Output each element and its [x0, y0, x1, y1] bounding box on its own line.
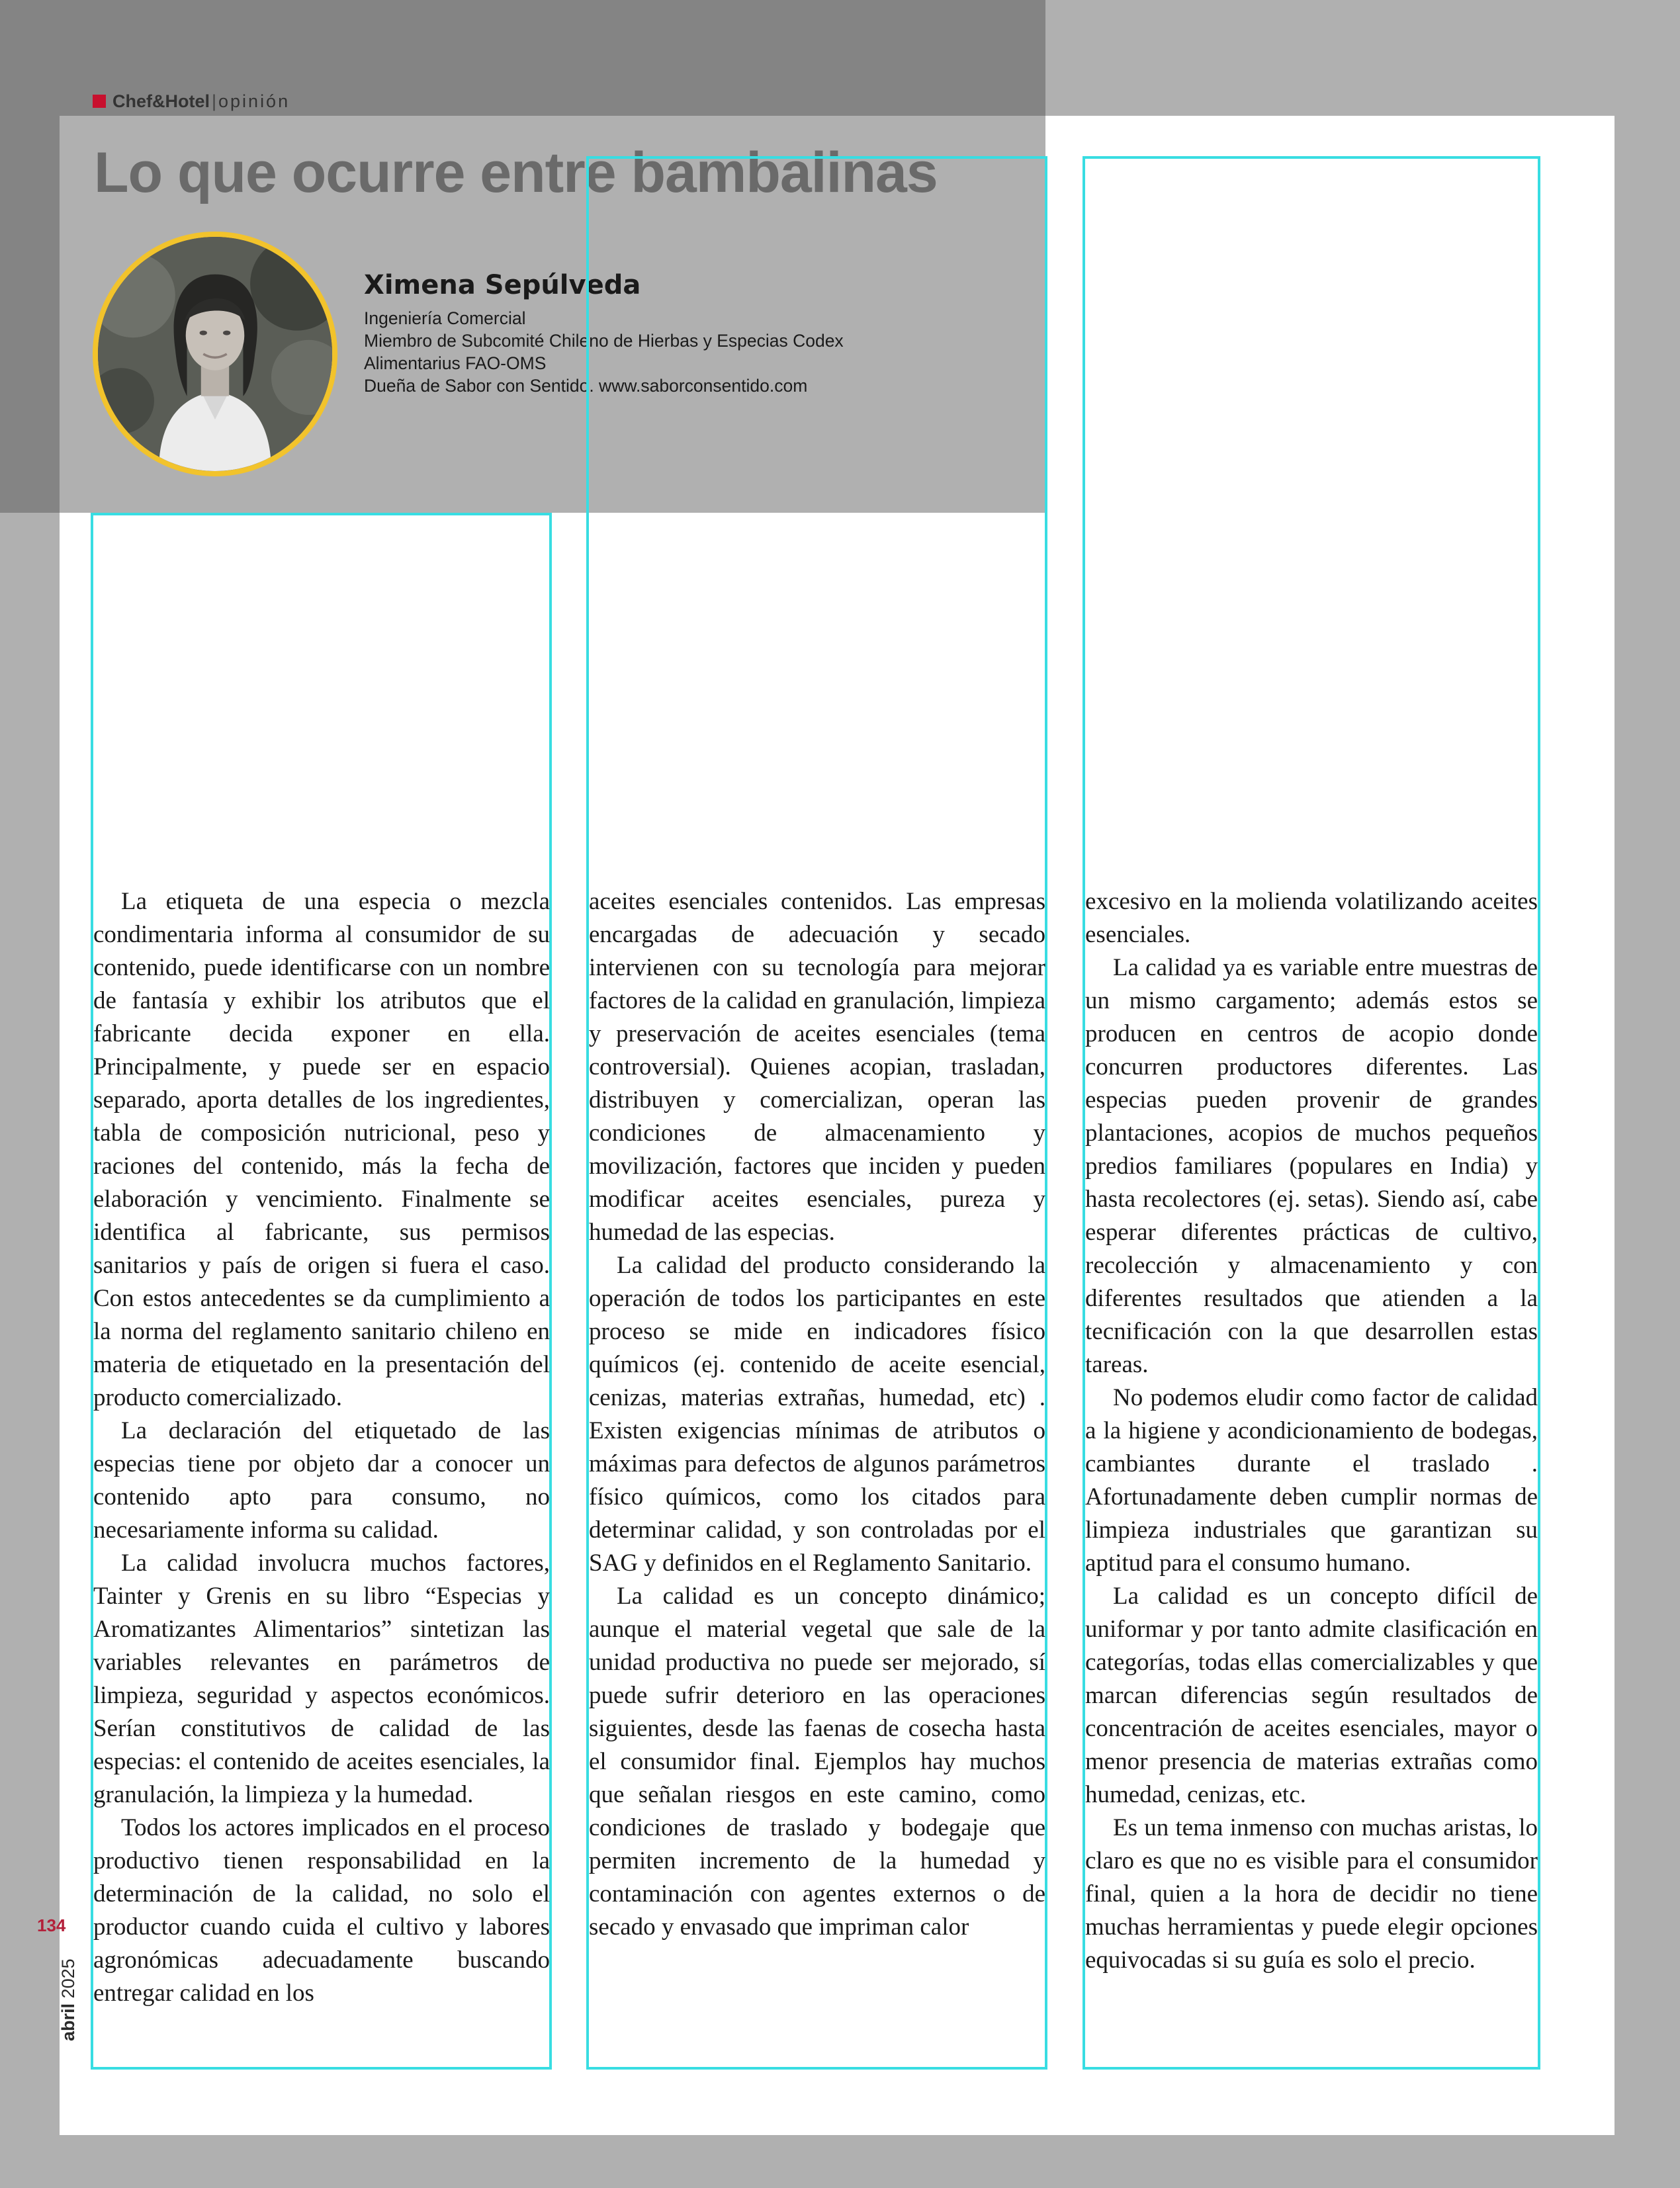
author-credential: Miembro de Subcomité Chileno de Hierbas y Especias Codex [364, 331, 844, 351]
article-column-1 [93, 885, 550, 2010]
magazine-section: opinión [218, 91, 290, 111]
article-paragraph: aceites esenciales contenidos. Las empresas encargadas de adecuación y secado intervienen con su tecnología para mejorar factores de la calidad en granulación, limpieza y preservación de aceites esenciales (tema controversial). Quienes acopian, trasladan, distribuyen y comercializan, operan las condiciones de almacenamiento y movilización, factores que inciden y pueden modificar aceites esenciales, pureza y humedad de las especias. [589, 888, 1045, 1246]
article-paragraph: La calidad del producto considerando la operación de todos los participantes en este proceso se mide en indicadores físico químicos (ej. contenido de aceite esencial, cenizas, materias extrañas, humedad, etc) . Existen exigencias mínimas de atributos o máximas para defectos de algunos parámetros físico químicos, como los citados para determinar calidad, y son controladas por el SAG y definidos en el Reglamento Sanitario. [589, 1252, 1045, 1577]
author-credential: Ingeniería Comercial [364, 308, 526, 328]
red-square-icon [93, 95, 106, 108]
article-paragraph: La calidad involucra muchos factores, Tainter y Grenis en su libro “Especias y Aromatizantes Alimentarios” sintetizan las variables relevantes en parámetros de limpieza, seguridad y aspectos económicos. Serían constitutivos de calidad de las especias: el contenido de aceites esenciales, la granulación, la limpieza y la humedad. [93, 1550, 550, 1808]
portrait-photo [98, 237, 332, 471]
author-portrait [93, 232, 337, 476]
article-paragraph: excesivo en la molienda volatilizando aceites esenciales. [1085, 888, 1538, 948]
article-paragraph: La declaración del etiquetado de las especias tiene por objeto dar a conocer un contenido apto para consumo, no necesariamente informa su calidad. [93, 1417, 550, 1544]
article-paragraph: La calidad es un concepto dinámico; aunque el material vegetal que sale de la unidad productiva no puede ser mejorado, sí puede sufrir deterioro en las operaciones siguientes, desde las faenas de cosecha hasta el consumidor final. Ejemplos hay muchos que señalan riesgos en este camino, como condiciones de traslado y bodegaje que permiten incremento de la humedad y contaminación con agentes externos o de secado y envasado que impriman calor [589, 1583, 1045, 1941]
article-paragraph: No podemos eludir como factor de calidad a la higiene y acondicionamiento de bodegas, cambiantes durante el traslado . Afortunadamente deben cumplir normas de limpieza industriales que garantizan su aptitud para el consumo humano. [1085, 1384, 1538, 1577]
issue-month: abril [58, 2003, 78, 2041]
author-credential: Dueña de Sabor con Sentido. www.saborconsentido.com [364, 376, 808, 396]
article-column-3 [1085, 885, 1538, 1977]
article-paragraph: La etiqueta de una especia o mezcla condimentaria informa al consumidor de su contenido, puede identificarse con un nombre de fantasía y exhibir los atributos que el fabricante decida exponer en ella. Principalmente, y puede ser en espacio separado, aporta detalles de los ingredientes, tabla de composición nutricional, peso y raciones del contenido, más la fecha de elaboración y vencimiento. Finalmente se identifica al fabricante, sus permisos sanitarios y país de origen si fuera el caso. Con estos antecedentes se da cumplimiento a la norma del reglamento sanitario chileno en materia de etiquetado en la presentación del producto comercializado. [93, 888, 550, 1411]
magazine-tag [93, 91, 290, 112]
article-paragraph: La calidad es un concepto difícil de uniformar y por tanto admite clasificación en categorías, todas ellas comercializables y que marcan diferencias según resultados de concentración de aceites esenciales, mayor o menor presencia de materias extrañas como humedad, cenizas, etc. [1085, 1583, 1538, 1808]
page-number: 134 [37, 1915, 66, 1935]
tag-separator: | [212, 91, 217, 111]
article-title: Lo que ocurre entre bambalinas [94, 141, 938, 204]
author-credential: Alimentarius FAO-OMS [364, 353, 547, 373]
article-paragraph: Es un tema inmenso con muchas aristas, lo claro es que no es visible para el consumidor final, quien a la hora de decidir no tiene muchas herramientas y puede elegir opciones equivocadas si su guía es solo el precio. [1085, 1814, 1538, 1974]
article-paragraph: La calidad ya es variable entre muestras de un mismo cargamento; además estos se producen en centros de acopio donde concurren productores diferentes. Las especias pueden provenir de grandes plantaciones, acopios de muchos pequeños predios familiares (populares en India) y hasta recolectores (ej. setas). Siendo así, cabe esperar diferentes prácticas de cultivo, recolección y almacenamiento y con diferentes resultados que atienden a la tecnificación con la que desarrollen estas tareas. [1085, 954, 1538, 1378]
issue-year: 2025 [58, 1958, 78, 1999]
issue-date [58, 1958, 79, 2041]
magazine-brand: Chef&Hotel [112, 91, 210, 111]
article-column-2 [589, 885, 1045, 1944]
author-name: Ximena Sepúlveda [364, 270, 641, 300]
left-dark-band [0, 116, 60, 513]
article-paragraph: Todos los actores implicados en el proceso productivo tienen responsabilidad en la determinación de la calidad, no solo el productor cuando cuida el cultivo y labores agronómicas adecuadamente buscando entregar calidad en los [93, 1814, 550, 2007]
